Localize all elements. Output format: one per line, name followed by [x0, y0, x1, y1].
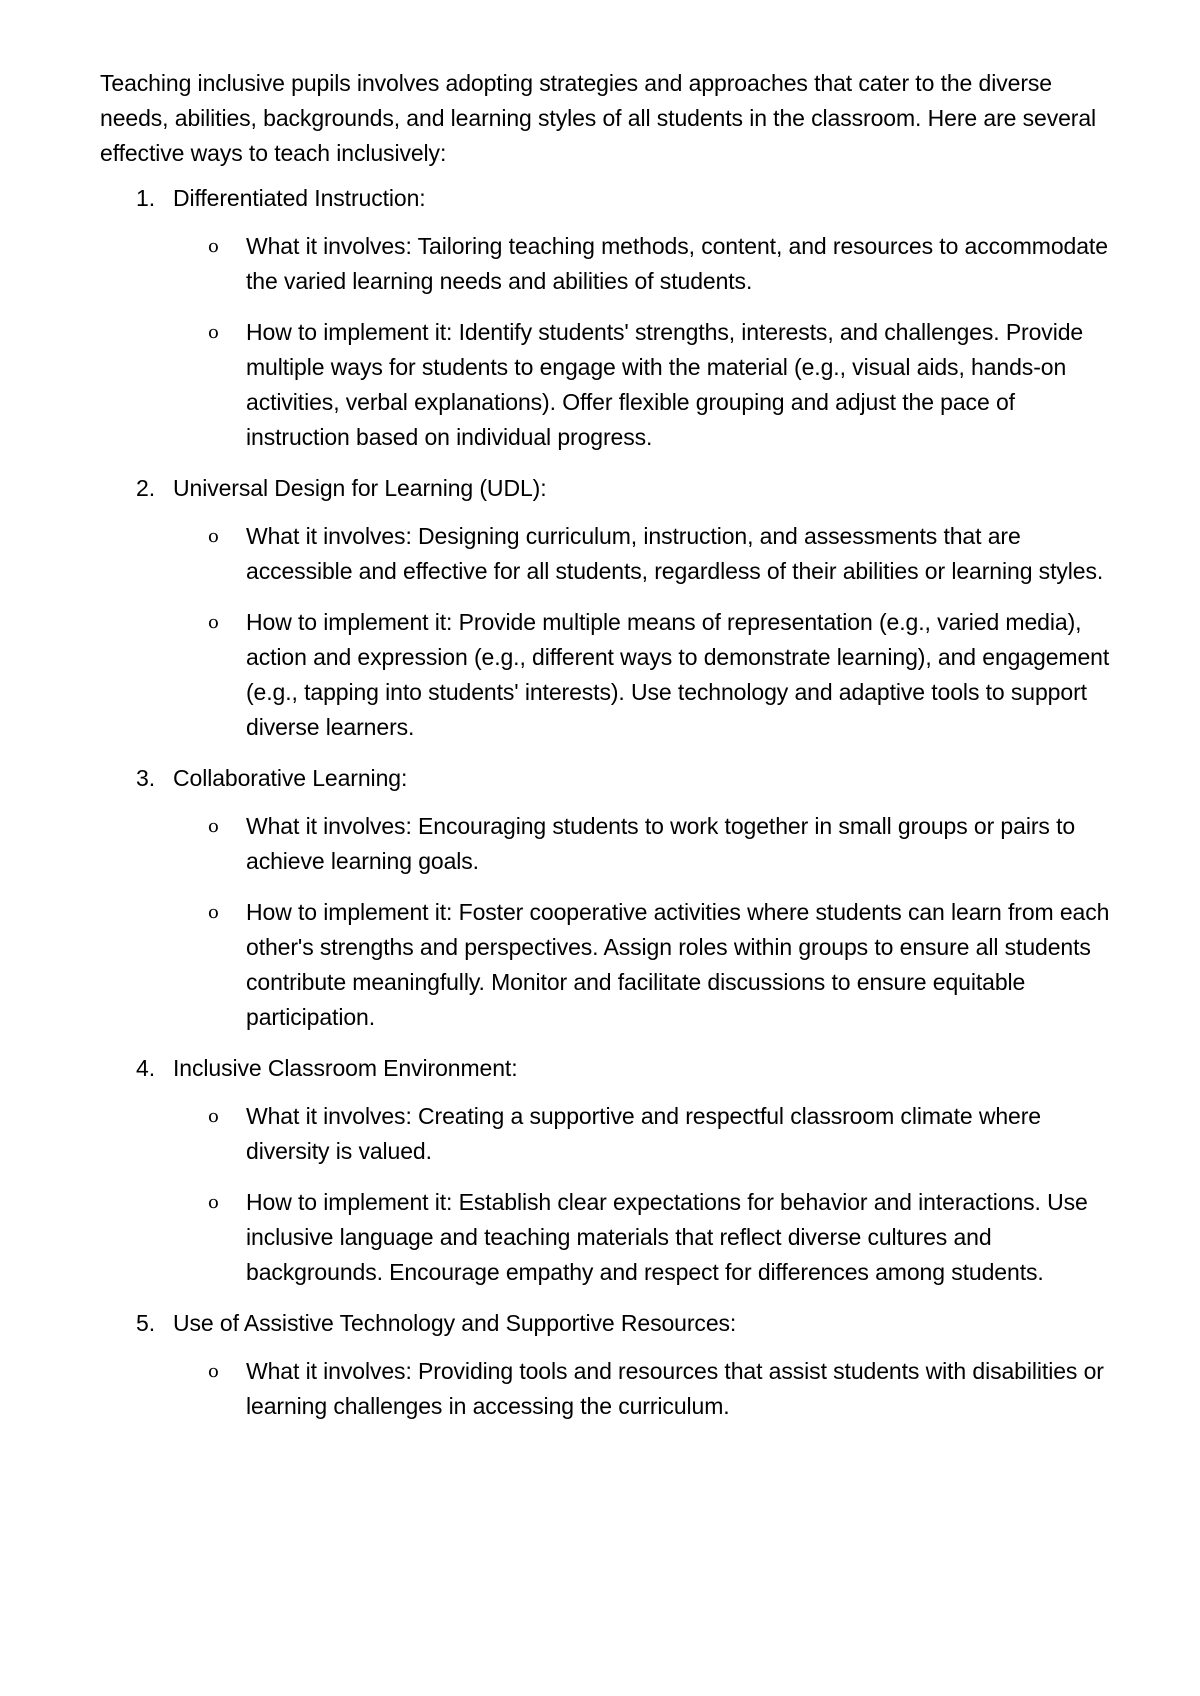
section-heading: [100, 471, 1110, 506]
bullet-item: [100, 229, 1110, 299]
section-number: 1.: [136, 185, 155, 211]
bullet-item: [100, 895, 1110, 1035]
bullet-text: How to implement it: Foster cooperative activities where students can learn from each other's strengths and perspectives. Assign roles within groups to ensure all students contribute meaningfully. Monitor and facilitate discussions to ensure equitable participation.: [246, 899, 1110, 1030]
section-heading: [100, 761, 1110, 796]
bullet-list: [100, 1099, 1110, 1290]
section-title: Collaborative Learning:: [173, 765, 408, 791]
bullet-text: How to implement it: Establish clear expectations for behavior and interactions. Use inclusive language and teaching materials that reflect diverse cultures and backgrounds. Encourage empathy and respect for differences among students.: [246, 1189, 1088, 1285]
section-number: 4.: [136, 1055, 155, 1081]
bullet-list: [100, 1354, 1110, 1424]
bullet-text: What it involves: Creating a supportive and respectful classroom climate where diversity is valued.: [246, 1103, 1041, 1164]
bullet-text: What it involves: Tailoring teaching methods, content, and resources to accommodate the varied learning needs and abilities of students.: [246, 233, 1108, 294]
section-title: Use of Assistive Technology and Supportive Resources:: [173, 1310, 737, 1336]
bullet-item: [100, 605, 1110, 745]
section-list: [100, 181, 1110, 1424]
bullet-icon: o: [208, 902, 219, 923]
intro-paragraph: Teaching inclusive pupils involves adopting strategies and approaches that cater to the diverse needs, abilities, backgrounds, and learning styles of all students in the classroom. Here are several effective ways to teach inclusively:: [100, 70, 1097, 166]
section-item: [100, 1051, 1110, 1290]
section-heading: [100, 181, 1110, 216]
section-title: Differentiated Instruction:: [173, 185, 426, 211]
bullet-text: How to implement it: Identify students' strengths, interests, and challenges. Provide multiple ways for students to engage with the material (e.g., visual aids, hands-on activities, verbal explanations). Offer flexible grouping and adjust the pace of instruction based on individual progress.: [246, 319, 1084, 450]
section-number: 5.: [136, 1310, 155, 1336]
bullet-item: [100, 1185, 1110, 1290]
section-number: 3.: [136, 765, 155, 791]
document-body: [100, 66, 1110, 1440]
bullet-icon: o: [208, 612, 219, 633]
bullet-text: What it involves: Providing tools and resources that assist students with disabilities or learning challenges in accessing the curriculum.: [246, 1358, 1104, 1419]
bullet-icon: o: [208, 1361, 219, 1382]
bullet-icon: o: [208, 1192, 219, 1213]
bullet-item: [100, 1354, 1110, 1424]
section-heading: [100, 1051, 1110, 1086]
bullet-icon: o: [208, 816, 219, 837]
bullet-list: [100, 229, 1110, 455]
bullet-icon: o: [208, 236, 219, 257]
section-item: [100, 181, 1110, 455]
bullet-icon: o: [208, 526, 219, 547]
section-item: [100, 1306, 1110, 1424]
section-title: Inclusive Classroom Environment:: [173, 1055, 518, 1081]
bullet-list: [100, 519, 1110, 745]
bullet-list: [100, 809, 1110, 1035]
bullet-item: [100, 315, 1110, 455]
bullet-icon: o: [208, 1106, 219, 1127]
section-number: 2.: [136, 475, 155, 501]
bullet-icon: o: [208, 322, 219, 343]
section-title: Universal Design for Learning (UDL):: [173, 475, 547, 501]
section-item: [100, 471, 1110, 745]
bullet-item: [100, 809, 1110, 879]
bullet-text: What it involves: Encouraging students to work together in small groups or pairs to achieve learning goals.: [246, 813, 1076, 874]
section-heading: [100, 1306, 1110, 1341]
section-item: [100, 761, 1110, 1035]
bullet-text: How to implement it: Provide multiple means of representation (e.g., varied media), action and expression (e.g., different ways to demonstrate learning), and engagement (e.g., tapping into students' interests). Use technology and adaptive tools to support diverse learners.: [246, 609, 1110, 740]
bullet-item: [100, 1099, 1110, 1169]
bullet-item: [100, 519, 1110, 589]
bullet-text: What it involves: Designing curriculum, instruction, and assessments that are accessible and effective for all students, regardless of their abilities or learning styles.: [246, 523, 1104, 584]
